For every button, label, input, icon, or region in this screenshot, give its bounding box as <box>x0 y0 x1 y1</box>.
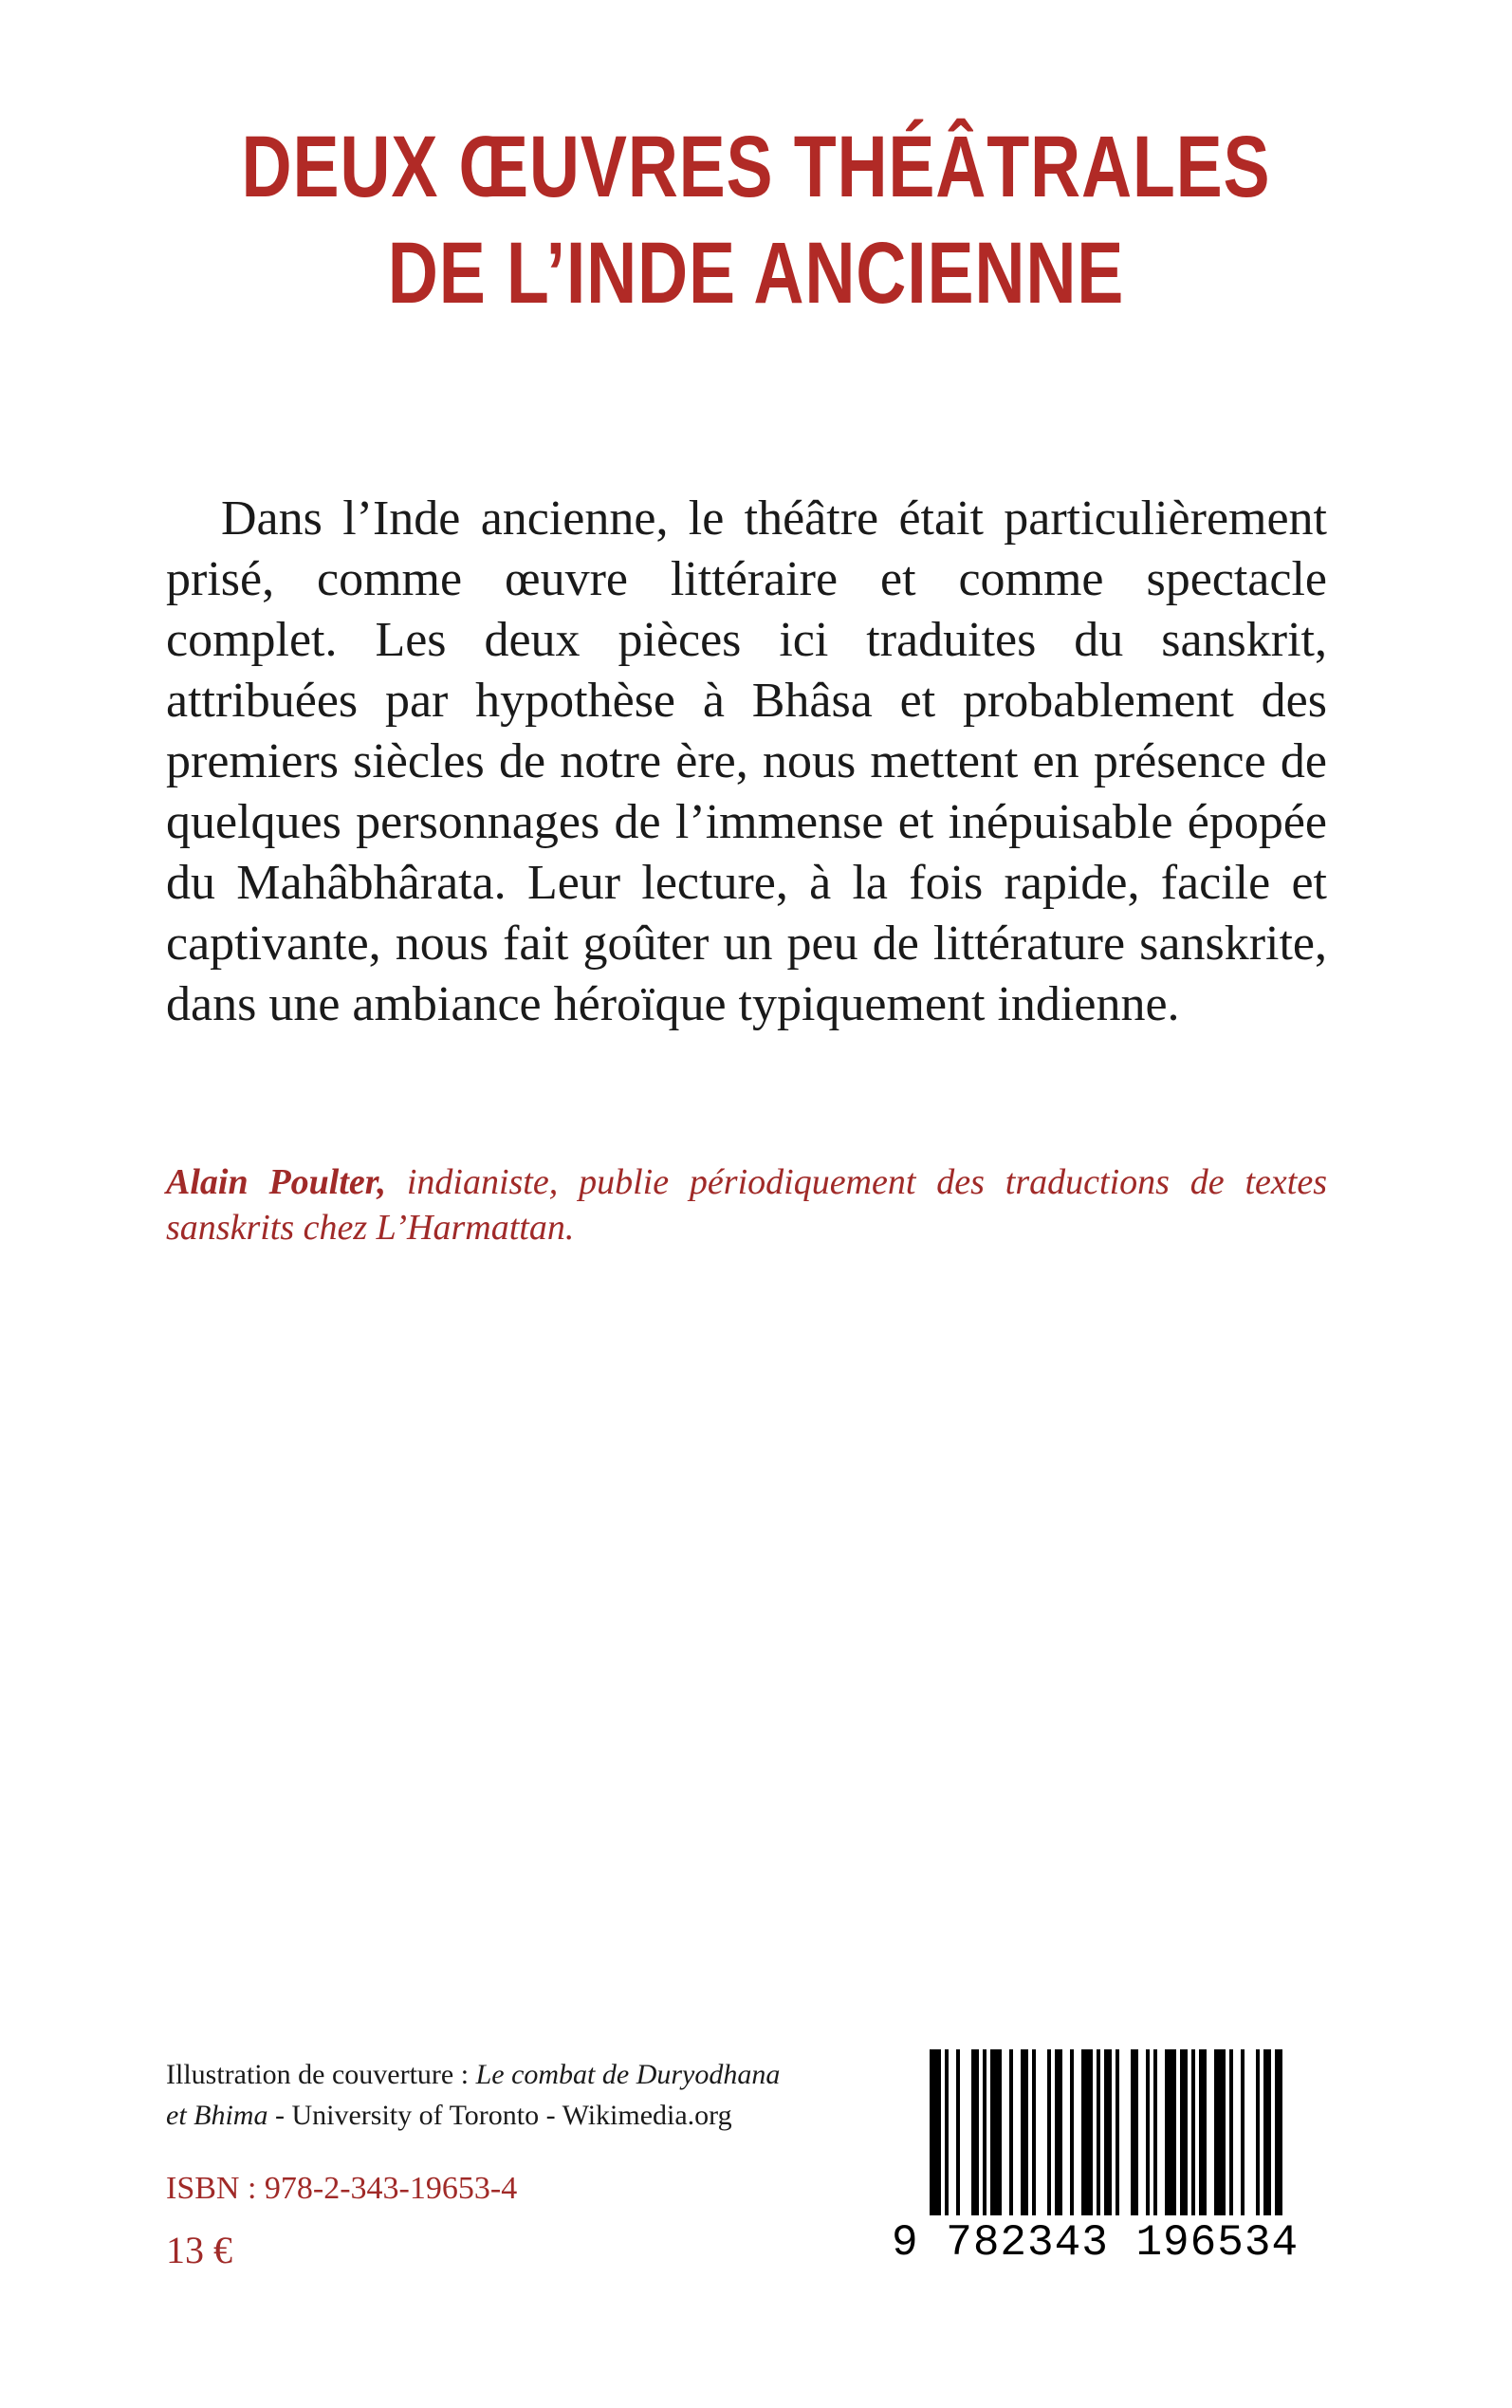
barcode-bar <box>1081 2049 1093 2215</box>
barcode-bar <box>1131 2049 1138 2215</box>
author-name: Alain Poulter, <box>166 1162 386 1202</box>
barcode-bar <box>983 2049 986 2215</box>
artwork-title-part2: et Bhima <box>166 2100 268 2131</box>
barcode-bar <box>1199 2049 1207 2215</box>
barcode-bar <box>956 2049 960 2215</box>
barcode-bar <box>1146 2049 1150 2215</box>
barcode-bar <box>1275 2049 1282 2215</box>
barcode-bar <box>930 2049 941 2215</box>
author-description: indianiste, publie périodiquement des traductions de textes sanskrits chez L’Harmattan. <box>166 1162 1327 1248</box>
barcode-bar <box>1047 2049 1051 2215</box>
barcode-bar <box>1055 2049 1062 2215</box>
credits-source: - University of Toronto - Wikimedia.org <box>267 2100 732 2131</box>
barcode <box>892 2049 1300 2277</box>
barcode-digits: 9 782343 196534 <box>892 2218 1300 2268</box>
barcode-bar <box>1165 2049 1176 2215</box>
book-summary: Dans l’Inde ancienne, le théâtre était particulièrement prisé, comme œuvre littéraire et comme spectacle complet. Les deux pièces ici traduites du sanskrit, attribuées par hypothèse à Bhâsa et probablement des premiers siècles de notre ère, nous mettent en présence de quelques personnages de l’immense et inépuisable épopée du Mahâbhârata. Leur lecture, à la fois rapide, facile et captivante, nous fait goûter un peu de littérature sanskrite, dans une ambiance héroïque typiquement indienne. <box>166 491 1327 1031</box>
barcode-bar <box>1256 2049 1260 2215</box>
barcode-bar <box>1104 2049 1112 2215</box>
barcode-bar <box>971 2049 979 2215</box>
barcode-bar <box>1021 2049 1028 2215</box>
barcode-bar <box>1032 2049 1036 2215</box>
book-title <box>151 114 1360 326</box>
barcode-bar <box>1263 2049 1271 2215</box>
title-line-2: DE L’INDE ANCIENNE <box>387 225 1125 322</box>
artwork-title-part1: Le combat de Duryodhana <box>475 2059 781 2090</box>
barcode-bar <box>1180 2049 1188 2215</box>
barcode-bar <box>945 2049 949 2215</box>
barcode-bar <box>1214 2049 1226 2215</box>
price: 13 € <box>166 2229 232 2271</box>
credits-prefix: Illustration de couverture : <box>166 2059 476 2090</box>
isbn-number: ISBN : 978-2-343-19653-4 <box>166 2171 518 2206</box>
title-line-1: DEUX ŒUVRES THÉÂTRALES <box>241 119 1271 215</box>
author-bio <box>166 1159 1327 1250</box>
barcode-bar <box>1191 2049 1195 2215</box>
barcode-bar <box>1070 2049 1074 2215</box>
barcode-bar <box>1229 2049 1233 2215</box>
barcode-bar <box>1241 2049 1245 2215</box>
barcode-bar <box>1116 2049 1119 2215</box>
barcode-bars-icon <box>892 2049 1290 2230</box>
barcode-bar <box>1097 2049 1100 2215</box>
barcode-bar <box>990 2049 1002 2215</box>
illustration-credits <box>166 2054 849 2136</box>
barcode-bar <box>1009 2049 1013 2215</box>
barcode-bar <box>1153 2049 1157 2215</box>
